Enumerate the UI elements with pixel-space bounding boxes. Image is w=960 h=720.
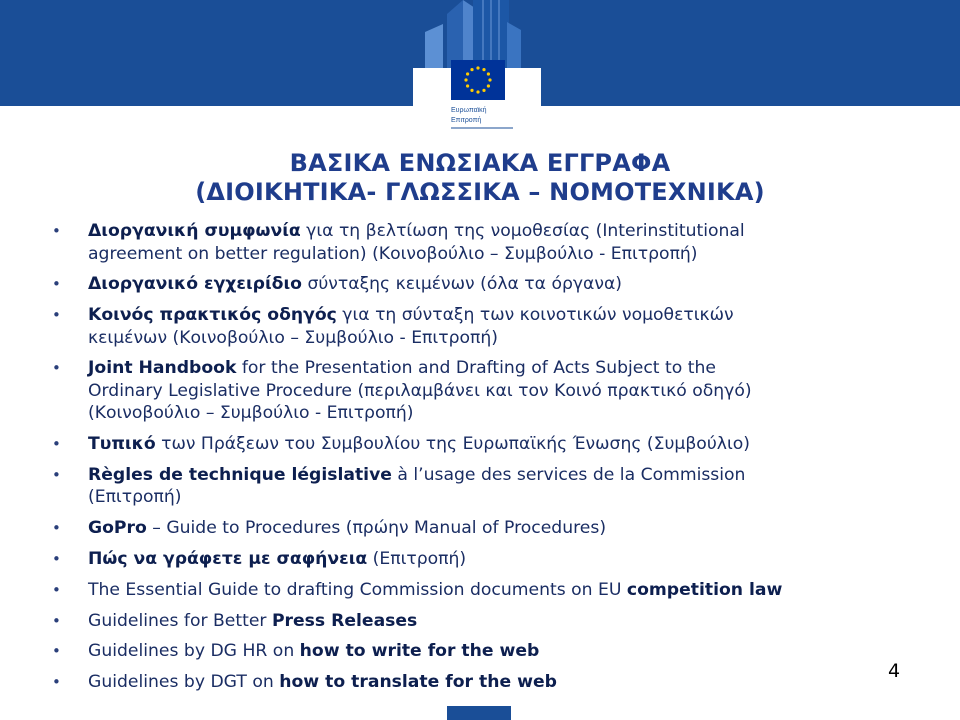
bullet-icon: • xyxy=(52,611,61,630)
page-number: 4 xyxy=(888,660,901,682)
bullet-icon: • xyxy=(52,550,61,569)
item-bold-text: competition law xyxy=(626,579,783,600)
bullet-icon: • xyxy=(52,222,61,240)
item-bold-text: Κοινός πρακτικός οδηγός xyxy=(88,305,337,326)
bullet-icon: • xyxy=(52,580,61,599)
item-bold-text: Joint Handbook xyxy=(88,358,237,379)
footer-tab xyxy=(447,706,511,720)
list-item xyxy=(52,433,932,456)
item-text: των Πράξεων του Συμβουλίου της Ευρωπαϊκής Ένωσης (Συμβούλιο) xyxy=(155,434,750,455)
list-item xyxy=(52,640,932,663)
item-bold-text: Τυπικό xyxy=(88,434,156,455)
logo-text-line2: Επιτροπή xyxy=(451,117,482,124)
item-bold-text: Διοργανικό εγχειρίδιο xyxy=(88,274,302,295)
item-bold-text: how to translate for the web xyxy=(279,672,557,693)
page-title xyxy=(0,149,960,207)
item-bold-text: Πώς να γράφετε με σαφήνεια xyxy=(88,549,368,570)
logo-text-line1: Ευρωπαϊκή xyxy=(451,107,487,114)
list-item xyxy=(52,548,932,571)
bullet-icon: • xyxy=(52,435,61,454)
list-item xyxy=(52,273,932,296)
item-text: σύνταξης κειμένων (όλα τα όργανα) xyxy=(301,274,623,295)
item-text: για τη βελτίωση της νομοθεσίας (Interinstitutional agreement on better regulation) (Κοινοβούλιο – Συμβούλιο - Επιτροπή) xyxy=(88,221,745,264)
bullet-icon: • xyxy=(52,642,61,661)
eu-flag-icon xyxy=(451,60,505,100)
title-line-2: (ΔΙΟΙΚΗΤΙΚΑ- ΓΛΩΣΣΙΚΑ – ΝΟΜΟΤΕΧΝΙΚΑ) xyxy=(195,178,765,206)
list-item xyxy=(52,610,932,633)
bullet-icon: • xyxy=(52,306,61,325)
item-text: – Guide to Procedures (πρώην Manual of Procedures) xyxy=(146,518,607,539)
item-text: για τη σύνταξη των κοινοτικών νομοθετικών κειμένων (Κοινοβούλιο – Συμβούλιο - Επιτροπή) xyxy=(88,305,734,348)
item-text: Guidelines for Better xyxy=(88,610,272,631)
list-item xyxy=(52,357,932,425)
bullet-icon: • xyxy=(52,359,61,378)
list-item xyxy=(52,220,932,265)
item-text: The Essential Guide to drafting Commission documents on EU xyxy=(88,579,627,600)
list-item xyxy=(52,517,932,540)
list-item xyxy=(52,671,932,694)
eu-commission-logo xyxy=(413,0,541,136)
list-item xyxy=(52,304,932,349)
title-line-1: ΒΑΣΙΚΑ ΕΝΩΣΙΑΚΑ ΕΓΓΡΑΦΑ xyxy=(289,149,671,177)
bullet-icon: • xyxy=(52,275,61,294)
item-text: for the Presentation and Drafting of Acts Subject to the Ordinary Legislative Procedure (περιλαμβάνει και τον Κοινό πρακτικό οδηγό) (Κοινοβούλιο – Συμβούλιο - Επιτροπή) xyxy=(88,358,752,424)
item-bold-text: Διοργανική συμφωνία xyxy=(88,221,301,241)
item-text: à l’usage des services de la Commission (Επιτροπή) xyxy=(88,464,746,508)
item-bold-text: Press Releases xyxy=(271,610,418,631)
item-text: (Επιτροπή) xyxy=(367,549,467,570)
bullet-icon: • xyxy=(52,673,61,692)
bullet-icon: • xyxy=(52,519,61,538)
bullet-list xyxy=(52,220,932,702)
list-item xyxy=(52,579,932,602)
bullet-icon: • xyxy=(52,465,61,484)
item-bold-text: how to write for the web xyxy=(299,641,540,662)
item-bold-text: GoPro xyxy=(88,518,147,539)
item-bold-text: Règles de technique législative xyxy=(88,464,392,485)
item-text: Guidelines by DGT on xyxy=(88,672,280,693)
item-text: Guidelines by DG HR on xyxy=(88,641,300,662)
list-item xyxy=(52,464,932,509)
